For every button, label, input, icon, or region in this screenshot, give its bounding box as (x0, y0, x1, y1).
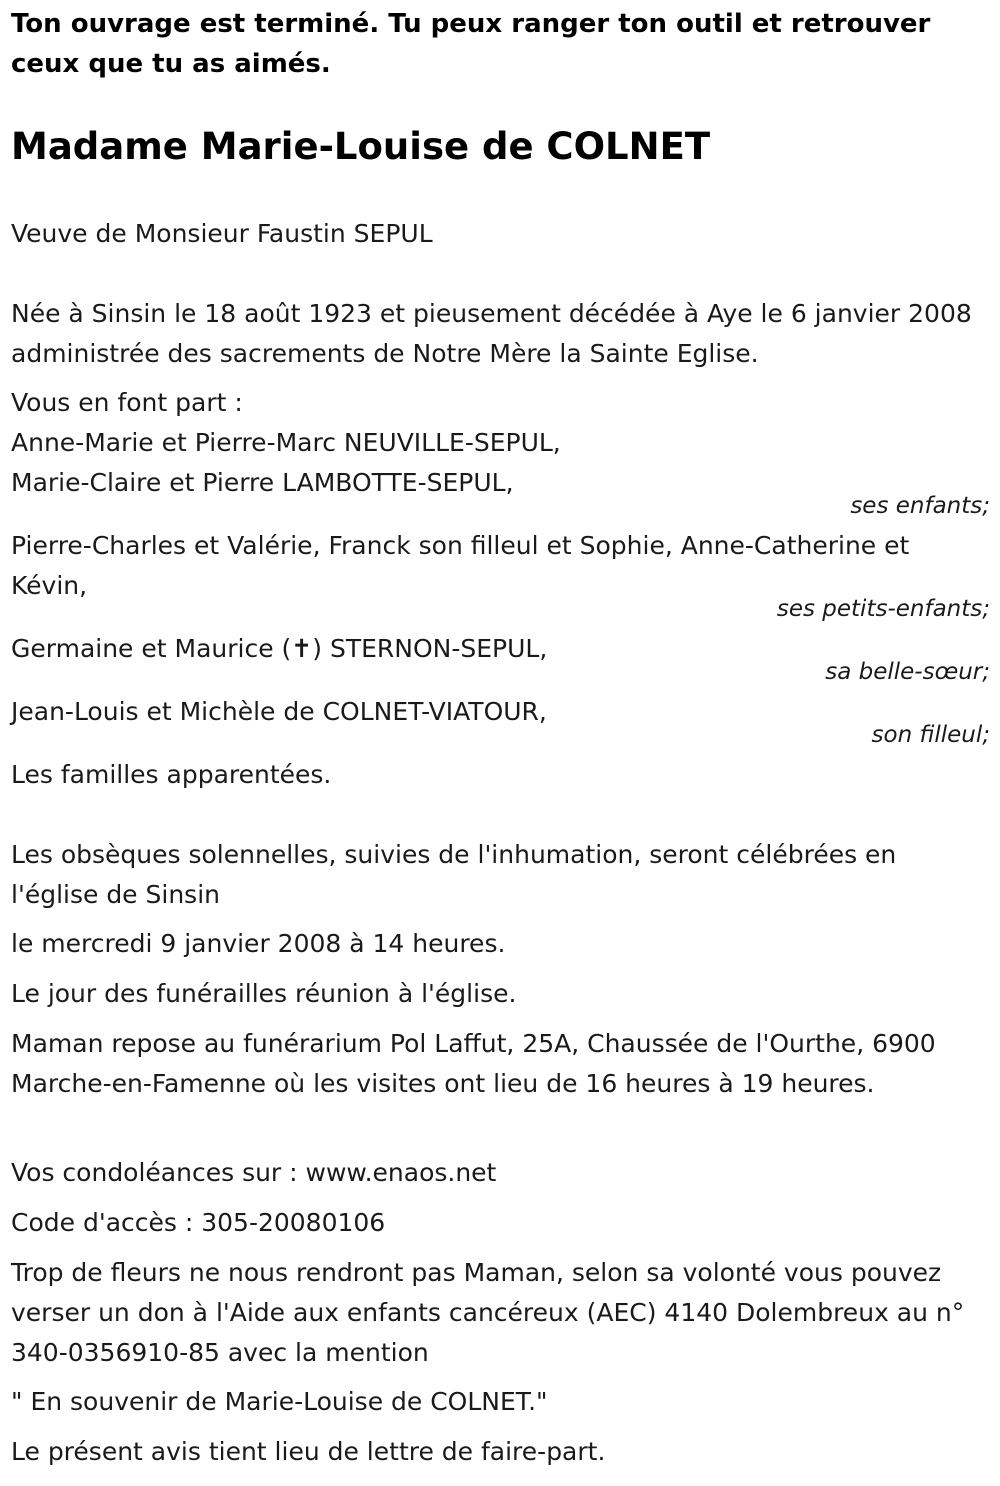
child-line: Marie-Claire et Pierre LAMBOTTE-SEPUL, (11, 468, 514, 497)
godson-line: Jean-Louis et Michèle de COLNET-VIATOUR, (11, 697, 547, 726)
donation-mention: " En souvenir de Marie-Louise de COLNET." (11, 1387, 548, 1416)
announcement-list (11, 383, 991, 503)
child-line: Anne-Marie et Pierre-Marc NEUVILLE-SEPUL, (11, 428, 561, 457)
funeral-date: le mercredi 9 janvier 2008 à 14 heures. (11, 929, 506, 958)
relation-sister-in-law: sa belle-sœur; (825, 659, 990, 685)
grandchildren-line: Pierre-Charles et Valérie, Franck son filleul et Sophie, Anne-Catherine et Kévin, (11, 531, 910, 600)
relation-grandchildren: ses petits-enfants; (776, 596, 990, 622)
relation-children: ses enfants; (850, 493, 990, 519)
birth-death-paragraph: Née à Sinsin le 18 août 1923 et pieusement décédée à Aye le 6 janvier 2008 administrée des sacrements de Notre Mère la Sainte Eglise. (11, 299, 972, 368)
funeral-paragraph: Les obsèques solennelles, suivies de l'inhumation, seront célébrées en l'église de Sinsin (11, 840, 897, 909)
condolences-line: Vos condoléances sur : www.enaos.net (11, 1158, 497, 1187)
intro-quote: Ton ouvrage est terminé. Tu peux ranger ton outil et retrouver ceux que tu as aimés. (11, 9, 931, 79)
gathering-line: Le jour des funérailles réunion à l'église. (11, 979, 517, 1008)
resting-place-paragraph: Maman repose au funérarium Pol Laffut, 25A, Chaussée de l'Ourthe, 6900 Marche-en-Famenne où les visites ont lieu de 16 heures à 19 heures. (11, 1029, 936, 1098)
widow-of-line: Veuve de Monsieur Faustin SEPUL (11, 219, 433, 248)
related-families-line: Les familles apparentées. (11, 760, 332, 789)
relation-godson: son filleul; (871, 722, 990, 748)
deceased-name: Madame Marie-Louise de COLNET (11, 125, 711, 168)
closing-line: Le présent avis tient lieu de lettre de faire-part. (11, 1437, 606, 1466)
donation-paragraph: Trop de fleurs ne nous rendront pas Maman, selon sa volonté vous pouvez verser un don à l'Aide aux enfants cancéreux (AEC) 4140 Dolembreux au n° 340-0356910-85 avec la mention (11, 1258, 965, 1367)
access-code-line: Code d'accès : 305-20080106 (11, 1208, 386, 1237)
sister-in-law-line: Germaine et Maurice (✝) STERNON-SEPUL, (11, 634, 548, 663)
announce-heading: Vous en font part : (11, 388, 243, 417)
